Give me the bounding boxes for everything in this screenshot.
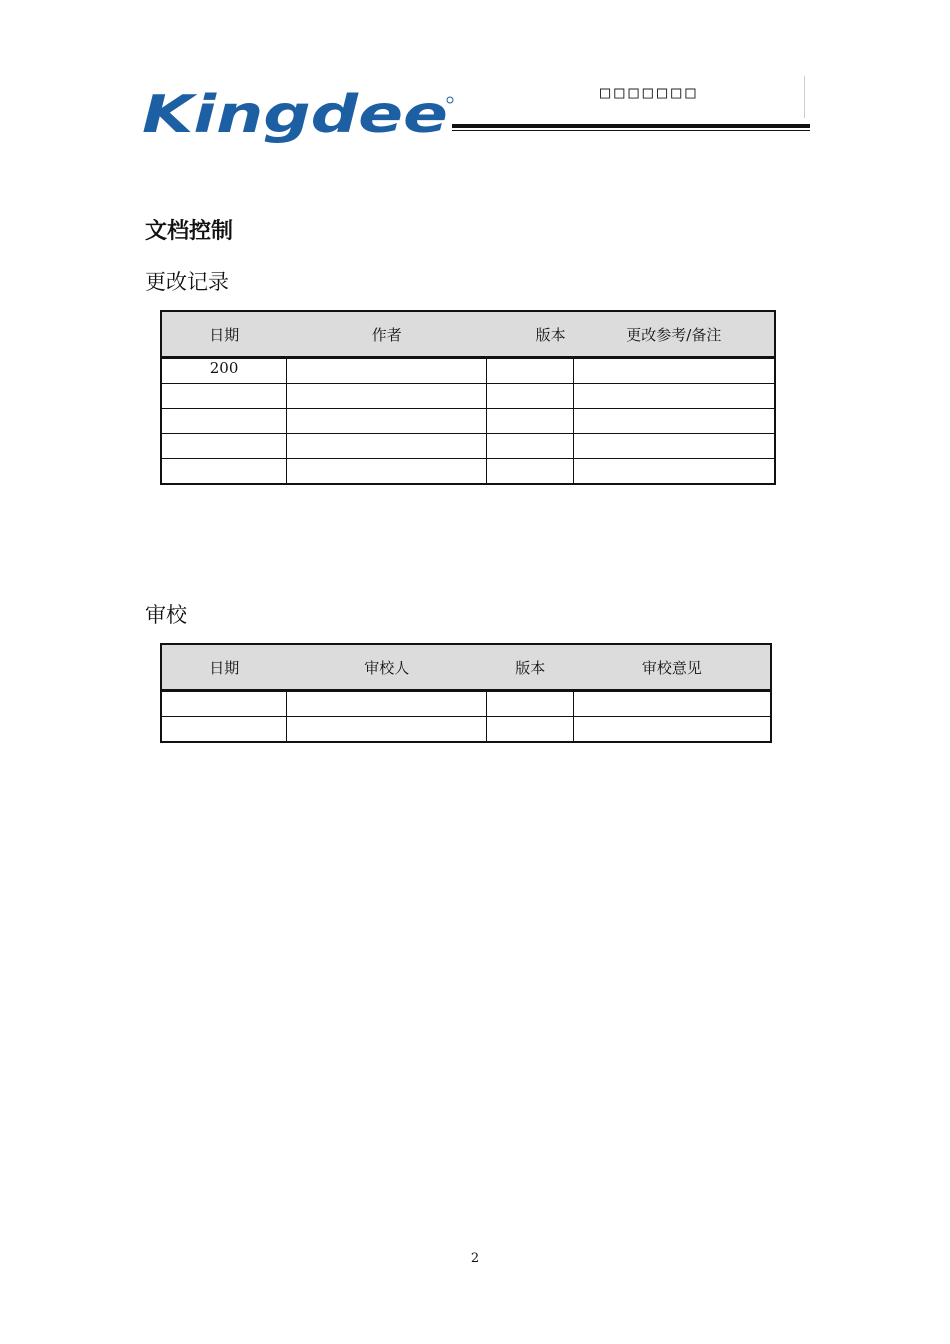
column-header-reviewer: 审校人 — [287, 644, 487, 691]
table-cell — [574, 358, 775, 384]
review-title: 审校 — [145, 603, 187, 627]
column-header-version: 版本 — [487, 644, 574, 691]
table-cell — [161, 459, 287, 485]
kingdee-logo — [140, 88, 458, 144]
header-rule-thick — [452, 124, 810, 128]
table-cell — [487, 459, 574, 485]
table-cell — [487, 691, 574, 717]
table-cell — [287, 409, 487, 434]
table-cell — [487, 717, 574, 743]
table-cell — [287, 691, 487, 717]
table-cell — [574, 691, 771, 717]
change-log-header-row — [161, 311, 775, 358]
table-cell — [287, 717, 487, 743]
table-row — [161, 691, 771, 717]
table-cell — [574, 384, 775, 409]
table-row — [161, 434, 775, 459]
table-cell — [161, 384, 287, 409]
column-header-date: 日期 — [161, 311, 287, 358]
table-row — [161, 459, 775, 485]
doc-title: 文档控制 — [145, 219, 234, 244]
page-number: 2 — [470, 1251, 480, 1266]
column-header-date: 日期 — [161, 644, 287, 691]
table-row — [161, 384, 775, 409]
table-row — [161, 717, 771, 743]
table-cell — [161, 717, 287, 743]
header-title: □□□□□□□ — [600, 83, 700, 103]
column-header-version: 版本 — [487, 311, 574, 358]
table-cell — [161, 409, 287, 434]
column-header-author: 作者 — [287, 311, 487, 358]
column-header-comments: 审校意见 — [574, 644, 771, 691]
table-cell — [287, 358, 487, 384]
table-cell — [574, 717, 771, 743]
table-cell: 200 — [161, 358, 287, 384]
table-cell — [487, 434, 574, 459]
change-log-title: 更改记录 — [145, 270, 229, 294]
column-header-notes: 更改参考/备注 — [574, 311, 775, 358]
review-header-row — [161, 644, 771, 691]
table-cell — [287, 384, 487, 409]
table-cell — [287, 459, 487, 485]
table-row — [161, 358, 775, 384]
table-cell — [574, 434, 775, 459]
table-cell — [487, 384, 574, 409]
table-cell — [287, 434, 487, 459]
table-cell — [574, 459, 775, 485]
table-cell — [161, 691, 287, 717]
table-row — [161, 409, 775, 434]
header-rule-thin — [452, 130, 810, 131]
header-divider — [804, 76, 805, 118]
review-table — [160, 643, 772, 743]
table-cell — [487, 358, 574, 384]
change-log-table — [160, 310, 776, 485]
table-cell — [574, 409, 775, 434]
table-cell — [487, 409, 574, 434]
svg-text:Kingdee: Kingdee — [142, 88, 448, 144]
table-cell — [161, 434, 287, 459]
